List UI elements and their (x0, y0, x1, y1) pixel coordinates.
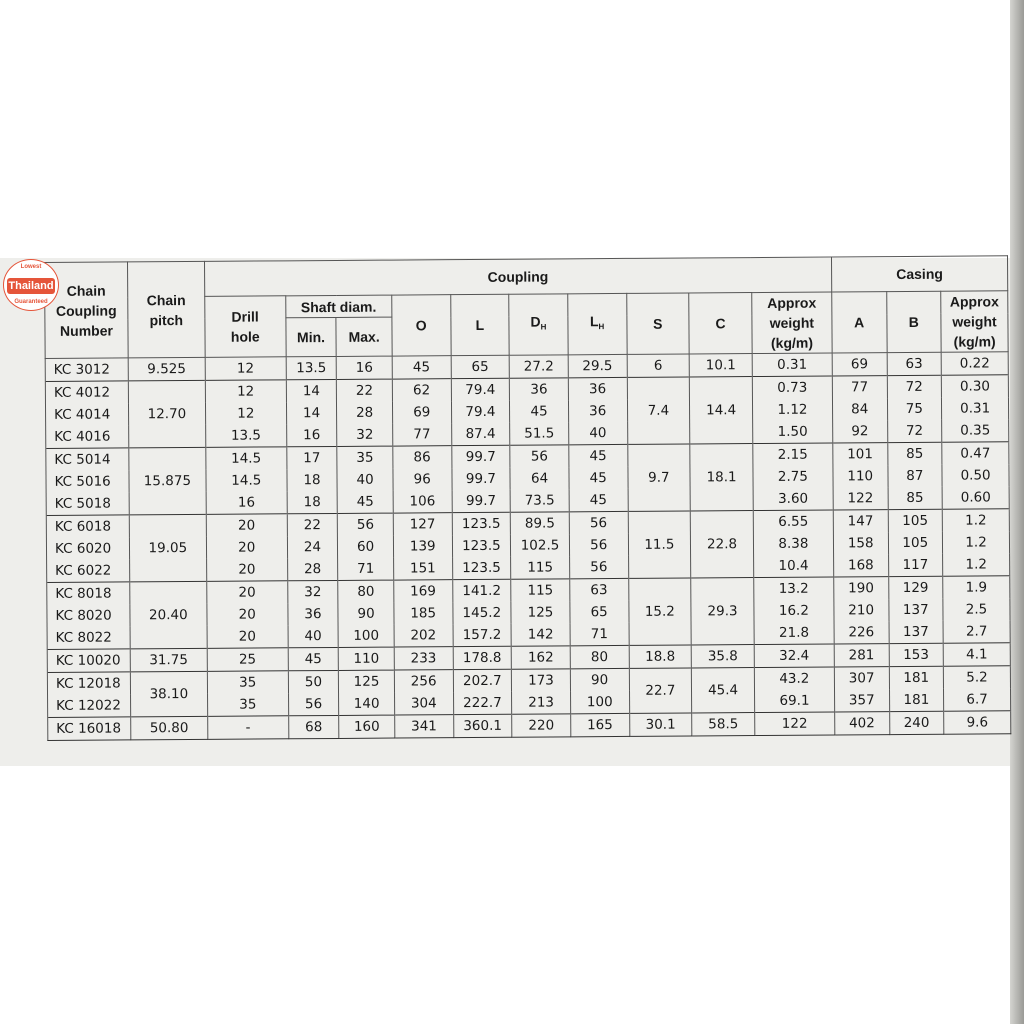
cell-c: 45.4 (692, 668, 755, 713)
cell-min: 56 (288, 693, 339, 716)
cell-o: 185 (394, 602, 453, 624)
cell-b: 85 (888, 487, 943, 510)
cell-casing-weight: 0.35 (942, 419, 1009, 442)
cell-chain-coupling-number: KC 4016 (46, 425, 129, 448)
header-lh (568, 293, 627, 354)
cell-chain-pitch: 50.80 (131, 716, 208, 740)
cell-max: 32 (337, 424, 393, 447)
cell-c: 10.1 (689, 354, 752, 377)
cell-chain-coupling-number: KC 12022 (48, 694, 131, 717)
cell-chain-coupling-number: KC 10020 (47, 649, 130, 673)
cell-casing-weight: 0.60 (942, 486, 1009, 509)
cell-casing-weight: 9.6 (944, 711, 1011, 734)
cell-casing-weight: 4.1 (943, 643, 1010, 666)
cell-l: 79.4 (451, 401, 510, 423)
cell-a: 110 (833, 465, 888, 487)
cell-b: 153 (889, 643, 944, 666)
cell-b: 129 (888, 576, 943, 599)
cell-l: 178.8 (453, 646, 512, 669)
cell-b: 87 (887, 465, 942, 487)
cell-casing-weight: 0.30 (941, 375, 1008, 398)
cell-casing-weight: 1.2 (943, 553, 1010, 576)
header-shaft-min: Min. (286, 317, 337, 356)
cell-b: 63 (887, 352, 942, 375)
cell-a: 77 (832, 376, 887, 399)
cell-min: 16 (286, 424, 337, 447)
cell-a: 210 (834, 599, 889, 621)
cell-weight: 1.12 (752, 398, 832, 421)
cell-min: 40 (288, 625, 339, 648)
cell-s: 15.2 (628, 578, 691, 645)
cell-l: 123.5 (452, 535, 511, 557)
cell-s: 9.7 (627, 444, 690, 511)
cell-casing-weight: 5.2 (943, 666, 1010, 689)
header-casing-approx-weight: Approx weight (kg/m) (941, 291, 1008, 352)
cell-drill: 12 (205, 357, 286, 381)
cell-chain-pitch: 19.05 (129, 514, 206, 582)
cell-drill: 20 (206, 558, 287, 581)
header-a: A (832, 292, 887, 353)
cell-min: 36 (288, 603, 339, 625)
cell-a: 357 (834, 689, 889, 712)
cell-a: 226 (834, 621, 889, 644)
cell-drill: 20 (206, 536, 287, 559)
cell-a: 190 (834, 577, 889, 600)
cell-chain-coupling-number: KC 5014 (46, 448, 129, 471)
cell-l: 360.1 (453, 714, 512, 737)
cell-b: 181 (889, 689, 944, 712)
cell-lh: 45 (569, 467, 628, 489)
header-lh-main: L (589, 313, 599, 330)
header-shaft-diam: Shaft diam. (285, 295, 391, 318)
cell-casing-weight: 0.31 (942, 397, 1009, 419)
cell-casing-weight: 0.22 (941, 352, 1008, 375)
cell-casing-weight: 6.7 (944, 688, 1011, 711)
cell-lh: 29.5 (568, 354, 627, 377)
cell-chain-coupling-number: KC 8022 (47, 626, 130, 649)
logo-bottom-text: Guaranteed (14, 299, 48, 305)
cell-casing-weight: 2.7 (943, 620, 1010, 643)
cell-lh: 45 (569, 489, 628, 512)
cell-s: 11.5 (628, 511, 691, 578)
cell-a: 402 (835, 712, 890, 735)
cell-chain-coupling-number: KC 4012 (45, 381, 128, 404)
cell-drill: 35 (207, 671, 288, 694)
cell-min: 50 (288, 670, 339, 693)
cell-a: 92 (833, 420, 888, 443)
cell-chain-coupling-number: KC 4014 (45, 403, 128, 426)
cell-o: 202 (394, 624, 453, 647)
cell-l: 123.5 (452, 557, 511, 580)
cell-max: 80 (338, 580, 394, 603)
cell-dh: 162 (511, 646, 570, 669)
header-o: O (392, 295, 451, 356)
cell-c: 14.4 (690, 377, 753, 444)
cell-weight: 6.55 (753, 510, 833, 533)
cell-max: 90 (338, 603, 394, 625)
cell-max: 100 (338, 625, 394, 648)
cell-a: 158 (833, 532, 888, 554)
cell-o: 45 (392, 356, 451, 379)
cell-max: 22 (337, 379, 393, 402)
cell-drill: 14.5 (206, 447, 287, 470)
cell-weight: 3.60 (753, 487, 833, 510)
cell-dh: 115 (511, 579, 570, 602)
cell-o: 139 (393, 535, 452, 557)
cell-lh: 45 (569, 444, 628, 467)
cell-chain-coupling-number: KC 6022 (47, 559, 130, 582)
cell-chain-coupling-number: KC 8020 (47, 604, 130, 627)
cell-drill: 20 (206, 514, 287, 537)
header-drill-hole: Drill hole (205, 296, 286, 358)
logo-top-text: Lowest (20, 264, 42, 270)
cell-max: 160 (339, 715, 395, 738)
cell-casing-weight: 0.47 (942, 442, 1009, 465)
cell-max: 45 (337, 491, 393, 514)
cell-dh: 89.5 (510, 512, 569, 535)
cell-weight: 16.2 (754, 599, 834, 622)
cell-casing-weight: 2.5 (943, 598, 1010, 620)
cell-l: 202.7 (453, 669, 512, 692)
cell-l: 145.2 (452, 602, 511, 624)
cell-lh: 100 (570, 691, 629, 714)
cell-l: 222.7 (453, 692, 512, 715)
cell-o: 69 (392, 401, 451, 423)
cell-s: 22.7 (629, 668, 692, 713)
cell-l: 99.7 (451, 445, 510, 468)
cell-o: 341 (395, 715, 454, 738)
header-c: C (689, 293, 752, 354)
header-dh-subscript: H (540, 322, 547, 332)
cell-weight: 43.2 (754, 667, 834, 690)
cell-b: 240 (889, 711, 944, 734)
cell-a: 84 (832, 398, 887, 420)
cell-drill: 25 (207, 648, 288, 672)
cell-b: 105 (888, 532, 943, 554)
thailand-logo (3, 259, 59, 311)
cell-lh: 71 (570, 623, 629, 646)
cell-o: 304 (394, 692, 453, 715)
cell-lh: 56 (569, 556, 628, 579)
cell-b: 72 (887, 375, 942, 398)
cell-drill: 35 (207, 693, 288, 716)
cell-b: 85 (887, 442, 942, 465)
header-chain-pitch: Chain pitch (127, 261, 205, 358)
cell-casing-weight: 1.9 (943, 576, 1010, 599)
cell-b: 137 (889, 621, 944, 644)
cell-dh: 64 (510, 467, 569, 489)
cell-b: 105 (888, 509, 943, 532)
cell-weight: 2.75 (753, 465, 833, 488)
cell-chain-coupling-number: KC 12018 (47, 672, 130, 695)
cell-o: 96 (393, 468, 452, 490)
cell-casing-weight: 1.2 (943, 531, 1010, 553)
cell-drill: - (207, 716, 288, 740)
cell-casing-weight: 1.2 (942, 509, 1009, 532)
cell-b: 72 (887, 420, 942, 443)
header-dh (509, 294, 568, 355)
cell-chain-coupling-number: KC 8018 (47, 582, 130, 605)
cell-max: 110 (338, 647, 394, 670)
cell-drill: 13.5 (205, 424, 286, 447)
cell-dh: 27.2 (509, 355, 568, 378)
cell-chain-coupling-number: KC 6020 (46, 537, 129, 560)
cell-max: 125 (339, 670, 395, 693)
cell-a: 101 (833, 443, 888, 466)
header-lh-subscript: H (598, 322, 605, 332)
cell-weight: 122 (755, 712, 835, 736)
header-coupling: Coupling (204, 257, 831, 296)
logo-banner: Thailand (8, 280, 54, 292)
header-shaft-max: Max. (336, 317, 392, 356)
cell-weight: 0.31 (752, 353, 832, 377)
cell-max: 16 (336, 356, 392, 379)
cell-min: 32 (287, 580, 338, 603)
cell-a: 69 (832, 353, 887, 376)
cell-weight: 32.4 (754, 644, 834, 668)
cell-o: 256 (394, 670, 453, 693)
cell-l: 79.4 (451, 378, 510, 401)
cell-o: 77 (393, 423, 452, 446)
cell-casing-weight: 0.50 (942, 464, 1009, 486)
cell-c: 18.1 (690, 444, 753, 511)
cell-max: 71 (338, 558, 394, 581)
header-b: B (886, 291, 941, 352)
cell-min: 14 (286, 379, 337, 402)
cell-s: 30.1 (629, 713, 692, 736)
cell-max: 40 (337, 469, 393, 491)
cell-chain-pitch: 15.875 (129, 447, 206, 515)
cell-chain-coupling-number: KC 5016 (46, 470, 129, 493)
cell-drill: 12 (205, 380, 286, 403)
cell-l: 99.7 (452, 490, 511, 513)
cell-o: 106 (393, 490, 452, 513)
cell-min: 45 (288, 647, 339, 670)
cell-c: 35.8 (691, 645, 754, 668)
cell-l: 123.5 (452, 512, 511, 535)
cell-drill: 14.5 (206, 469, 287, 492)
cell-o: 127 (393, 513, 452, 536)
cell-weight: 21.8 (754, 621, 834, 644)
cell-o: 233 (394, 647, 453, 670)
cell-lh: 63 (570, 578, 629, 601)
cell-o: 169 (394, 580, 453, 603)
cell-min: 28 (287, 558, 338, 581)
cell-b: 137 (888, 599, 943, 621)
cell-weight: 13.2 (754, 577, 834, 600)
cell-lh: 36 (568, 377, 627, 400)
cell-chain-coupling-number: KC 3012 (45, 358, 128, 382)
cell-drill: 20 (207, 581, 288, 604)
cell-min: 17 (286, 446, 337, 469)
cell-lh: 165 (571, 713, 630, 736)
cell-max: 56 (338, 513, 394, 536)
cell-a: 168 (833, 554, 888, 577)
cell-dh: 45 (510, 400, 569, 422)
cell-chain-pitch: 9.525 (128, 357, 205, 381)
cell-weight: 2.15 (753, 443, 833, 466)
cell-max: 60 (338, 536, 394, 558)
cell-min: 22 (287, 513, 338, 536)
cell-max: 140 (339, 693, 395, 716)
cell-weight: 69.1 (754, 689, 834, 712)
cell-l: 87.4 (451, 423, 510, 446)
cell-lh: 36 (568, 400, 627, 422)
cell-s: 18.8 (629, 645, 692, 668)
cell-s: 6 (627, 354, 690, 377)
cell-chain-coupling-number: KC 5018 (46, 492, 129, 515)
cell-chain-coupling-number: KC 6018 (46, 515, 129, 538)
cell-a: 281 (834, 644, 889, 667)
cell-drill: 20 (207, 603, 288, 626)
cell-drill: 12 (205, 402, 286, 425)
chain-coupling-table (44, 255, 1011, 741)
cell-dh: 36 (510, 378, 569, 401)
cell-lh: 65 (570, 601, 629, 623)
header-l: L (450, 294, 509, 355)
cell-weight: 0.73 (752, 376, 832, 399)
cell-l: 65 (451, 355, 510, 378)
cell-c: 58.5 (692, 713, 755, 736)
cell-dh: 73.5 (510, 489, 569, 512)
cell-dh: 142 (511, 623, 570, 646)
cell-l: 99.7 (451, 468, 510, 490)
header-casing: Casing (831, 256, 1007, 292)
cell-dh: 220 (512, 714, 571, 737)
coupling-table-sheet (44, 255, 1015, 756)
cell-weight: 10.4 (753, 554, 833, 577)
cell-dh: 173 (512, 669, 571, 692)
cell-chain-pitch: 38.10 (130, 671, 207, 717)
cell-a: 147 (833, 510, 888, 533)
cell-a: 307 (834, 667, 889, 690)
cell-weight: 1.50 (753, 420, 833, 443)
cell-c: 22.8 (690, 511, 753, 578)
cell-dh: 213 (512, 691, 571, 714)
cell-drill: 16 (206, 491, 287, 514)
cell-dh: 102.5 (511, 534, 570, 556)
cell-o: 151 (393, 557, 452, 580)
cell-dh: 115 (511, 556, 570, 579)
cell-s: 7.4 (627, 377, 690, 444)
cell-min: 13.5 (286, 356, 337, 379)
cell-c: 29.3 (691, 578, 754, 645)
cell-b: 117 (888, 554, 943, 577)
header-chain-coupling-number: Chain Coupling Number (45, 262, 129, 359)
header-s: S (626, 293, 689, 354)
cell-dh: 56 (510, 445, 569, 468)
cell-max: 28 (337, 402, 393, 424)
header-dh-main: D (530, 313, 541, 330)
cell-lh: 40 (568, 422, 627, 445)
cell-chain-pitch: 12.70 (128, 380, 205, 448)
cell-chain-coupling-number: KC 16018 (48, 717, 131, 741)
cell-dh: 51.5 (510, 422, 569, 445)
cell-weight: 8.38 (753, 532, 833, 555)
cell-b: 75 (887, 398, 942, 420)
cell-b: 181 (889, 666, 944, 689)
cell-l: 157.2 (453, 624, 512, 647)
cell-lh: 56 (569, 534, 628, 556)
header-approx-weight: Approx weight (kg/m) (752, 292, 832, 354)
cell-chain-pitch: 20.40 (130, 581, 207, 649)
cell-min: 18 (287, 469, 338, 491)
cell-lh: 80 (570, 645, 629, 668)
cell-min: 14 (286, 402, 337, 424)
cell-min: 68 (288, 715, 339, 738)
cell-drill: 20 (207, 625, 288, 648)
cell-min: 18 (287, 491, 338, 514)
cell-a: 122 (833, 487, 888, 510)
cell-chain-pitch: 31.75 (130, 648, 207, 672)
cell-max: 35 (337, 446, 393, 469)
cell-o: 62 (392, 379, 451, 402)
table-body (45, 352, 1011, 741)
cell-min: 24 (287, 536, 338, 558)
cell-lh: 90 (570, 668, 629, 691)
cell-o: 86 (393, 446, 452, 469)
cell-dh: 125 (511, 601, 570, 623)
cell-l: 141.2 (452, 579, 511, 602)
cell-lh: 56 (569, 511, 628, 534)
